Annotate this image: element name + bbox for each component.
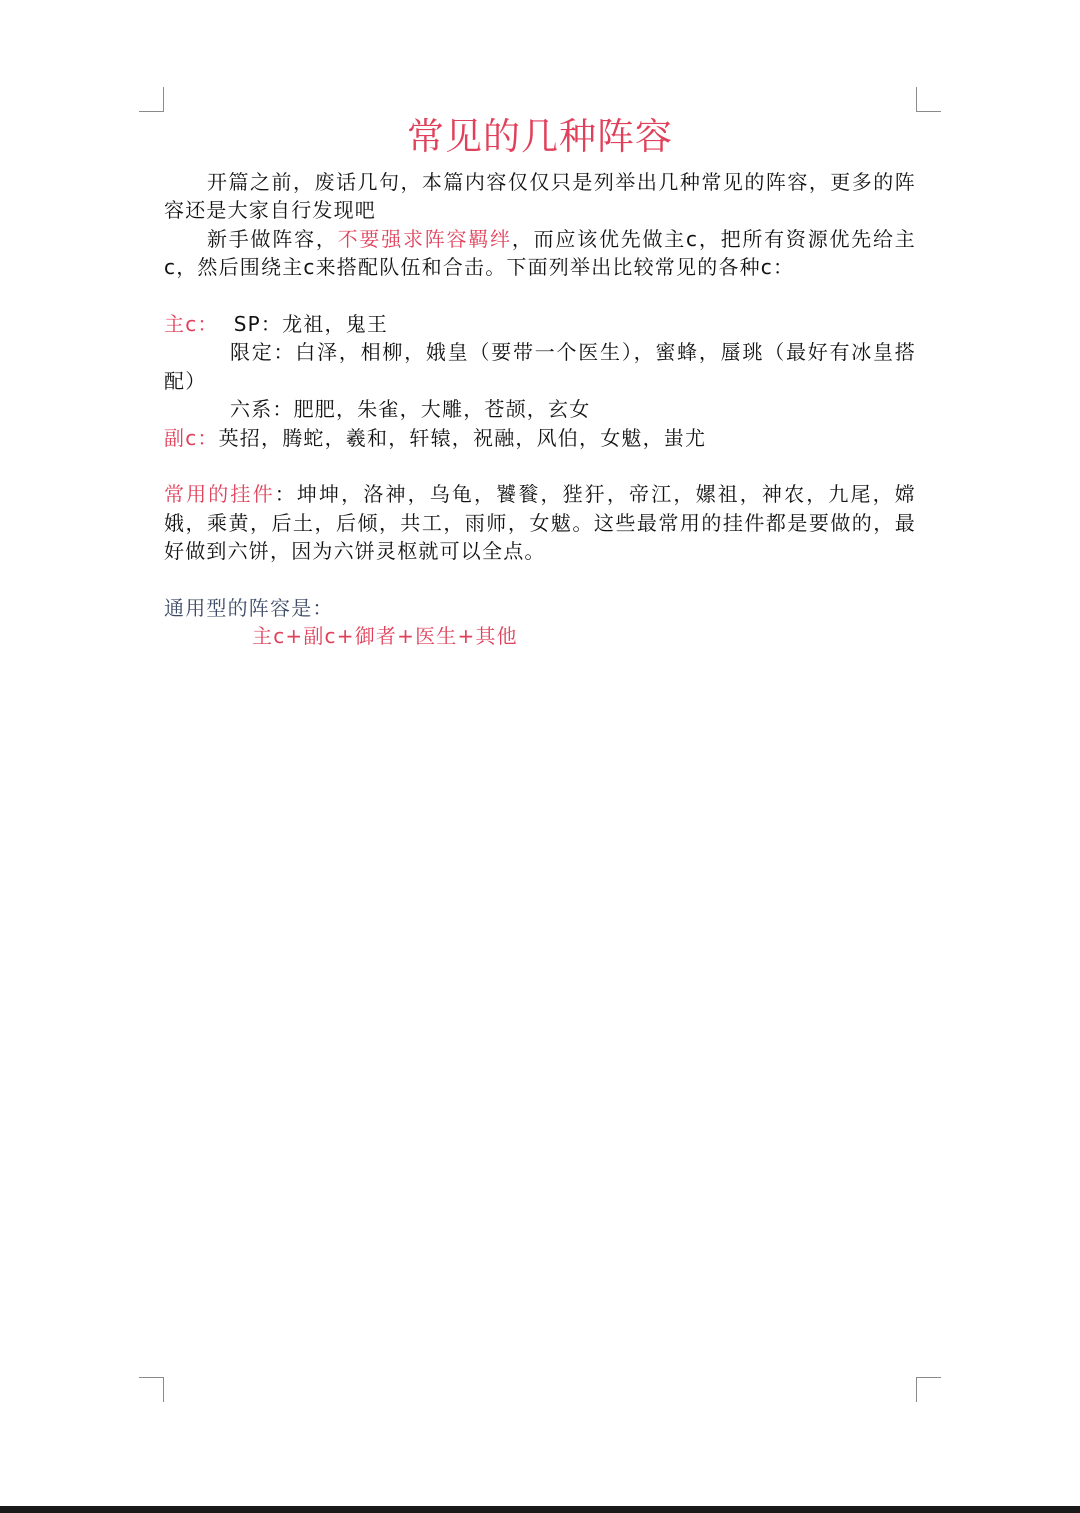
document-body [164,168,916,651]
intro-paragraph-2-suffix: ，而应该优先做主c，把所有资源优先给主c，然后围绕主c来搭配队伍和合击。下面列举出比较常见的各种c： [164,226,916,280]
spacer [164,566,916,594]
bottom-edge-bar [0,1506,1080,1513]
intro-paragraph-2 [164,225,916,282]
intro-highlight: 不要强求阵容羁绊 [337,226,512,251]
main-c-six: 六系：肥肥，朱雀，大雕，苍颉，玄女 [230,397,591,422]
crop-mark-bottom-right [916,1377,941,1402]
sub-c-line [164,424,916,452]
sub-c-list: 英招，腾蛇，羲和，轩辕，祝融，风伯，女魃，蚩尤 [218,425,707,450]
main-c-sp-line [164,310,916,338]
intro-paragraph-1: 开篇之前，废话几句，本篇内容仅仅只是列举出几种常见的阵容，更多的阵容还是大家自行发现吧 [164,170,916,223]
pendants-text: ：坤坤，洛神，乌龟，饕餮，狴犴，帝江，嫘祖，神农，九尾，嫦娥，乘黄，后土，后倾，共工，雨师，女魃。这些最常用的挂件都是要做的，最好做到六饼，因为六饼灵枢就可以全点。 [164,482,916,564]
pendants-paragraph [164,480,916,565]
crop-mark-top-left [139,87,164,112]
spacer [164,452,916,480]
main-c-sp: SP：龙祖，鬼王 [233,312,389,337]
document-title: 常见的几种阵容 [407,115,673,158]
crop-mark-bottom-left [139,1377,164,1402]
general-formula: 主c+副c+御者+医生+其他 [252,624,518,649]
spacer [164,282,916,310]
main-c-label: 主c： [164,312,219,337]
pendants-label: 常用的挂件 [164,482,275,507]
intro-paragraph-2-prefix: 新手做阵容， [207,226,338,251]
general-label: 通用型的阵容是： [164,596,334,621]
crop-mark-top-right [916,87,941,112]
main-c-limited: 限定：白泽，相柳，娥皇（要带一个医生），蜜蜂，蜃珧（最好有冰皇搭配） [164,340,916,393]
sub-c-label: 副c： [164,425,219,450]
